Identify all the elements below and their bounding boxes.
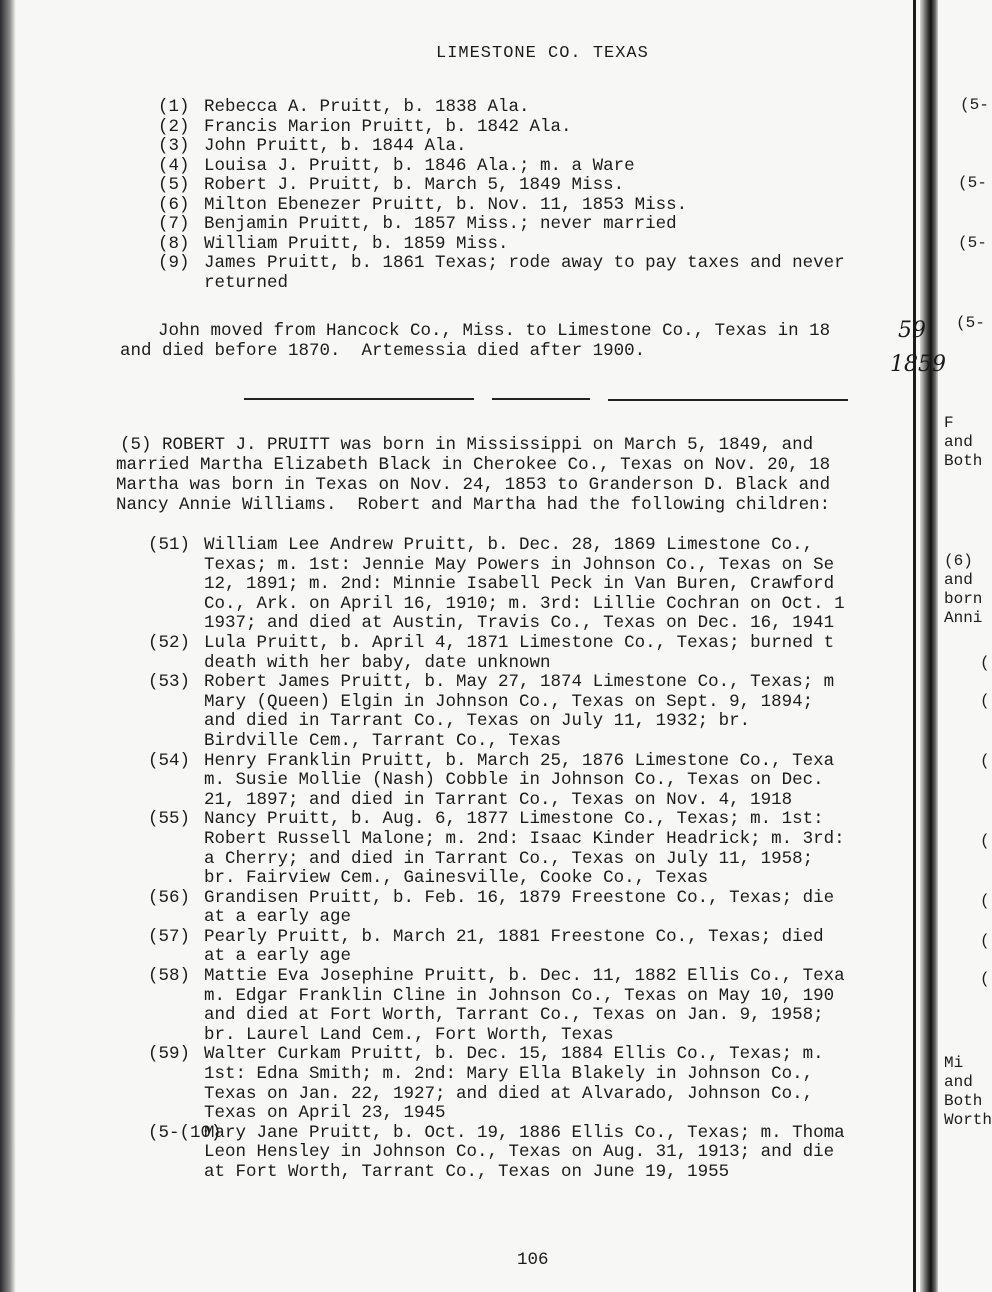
adjacent-page-fragment: F and Both [944,414,983,470]
entry-text: Nancy Pruitt, b. Aug. 6, 1877 Limestone Co., Texas; m. 1st: Robert Russell Malone; m. 2nd: Isaac Kinder Headrick; m. 3rd: a Cherry; and died in Tarrant Co., Texas on July 11, 1958; br. Fairview Cem., Gainesville, Cooke Co., Texas [204,809,845,889]
adjacent-page-fragment: (5- [958,174,987,192]
entry-text: Lula Pruitt, b. April 4, 1871 Limestone Co., Texas; burned t death with her baby, date unknown [204,632,835,673]
item-text: Milton Ebenezer Pruitt, b. Nov. 11, 1853 Miss. [204,194,688,215]
item-number: (1) [158,97,190,117]
entry-text: Grandisen Pruitt, b. Feb. 16, 1879 Freestone Co., Texas; die at a early age [204,887,835,928]
adjacent-page-fragment: Mi and Both Worth [944,1054,992,1129]
list-item [148,673,928,751]
entry-text: Mattie Eva Josephine Pruitt, b. Dec. 11, 1882 Ellis Co., Texa m. Edgar Franklin Cline in Johnson Co., Texas on May 10, 190 and died at Fort Worth, Tarrant Co., Texas on Jan. 9, 1958; br. Laurel Land Cem., Fort Worth, Texas [204,966,845,1045]
list-item [158,196,928,216]
adjacent-page-fragment: ( [980,892,990,910]
list-item [148,1045,928,1123]
list-item [148,536,928,634]
list-item [148,967,928,1045]
john-paragraph-line-2: and died before 1870. Artemessia died after 1900. [120,341,646,361]
list-item [148,752,928,811]
page-title: LIMESTONE CO. TEXAS [436,44,649,63]
item-number: (2) [158,116,190,137]
handwritten-year-inline: 59 [898,318,926,343]
list-item [158,254,928,293]
robert-paragraph-line-3: Martha was born in Texas on Nov. 24, 1853 to Granderson D. Black and [116,475,831,495]
adjacent-page-fragment: ( [980,932,990,950]
entry-number: (5-(10) [148,1122,222,1143]
adjacent-page-fragment: ( [980,752,990,770]
entry-text: Walter Curkam Pruitt, b. Dec. 15, 1884 Ellis Co., Texas; m. 1st: Edna Smith; m. 2nd: Mary Ella Blakely in Johnson Co., Texas on Jan. 22, 1927; and died at Alvarado, Johnson Co., Texas on April 23, 1945 [204,1044,824,1124]
divider-line [492,398,590,400]
entry-number: (56) [148,887,191,908]
item-text: Francis Marion Pruitt, b. 1842 Ala. [204,116,572,137]
list-item [148,1124,928,1183]
entry-number: (55) [148,809,191,830]
item-text: Rebecca A. Pruitt, b. 1838 Ala. [204,97,530,117]
robert-paragraph-line-1: (5) ROBERT J. PRUITT was born in Mississippi on March 5, 1849, and [120,435,814,455]
robert-paragraph-line-2: married Martha Elizabeth Black in Cherokee Co., Texas on Nov. 20, 18 [116,455,831,475]
item-text: Benjamin Pruitt, b. 1857 Miss.; never married [204,214,677,234]
item-number: (4) [158,155,190,176]
entry-text: William Lee Andrew Pruitt, b. Dec. 28, 1869 Limestone Co., Texas; m. 1st: Jennie May Powers in Johnson Co., Texas on Se 12, 1891; m. 2nd: Minnie Isabell Peck in Van Buren, Crawford Co., Ark. on April 16, 1910; m. 3rd: Lillie Cochran on Oct. 1 1937; and died at Austin, Travis Co., Texas on Dec. 16, 1941 [204,535,845,634]
children-entries [148,536,928,1183]
item-text: James Pruitt, b. 1861 Texas; rode away to pay taxes and never returned [204,253,845,293]
john-paragraph-line-1: John moved from Hancock Co., Miss. to Limestone Co., Texas in 18 [158,321,831,341]
list-item [158,118,928,138]
entry-number: (59) [148,1044,191,1065]
robert-paragraph-line-4: Nancy Annie Williams. Robert and Martha had the following children: [116,495,831,515]
entry-text: Mary Jane Pruitt, b. Oct. 19, 1886 Ellis Co., Texas; m. Thoma Leon Hensley in Johnson Co., Texas on Aug. 31, 1913; and die at Fort Worth, Tarrant Co., Texas on June 19, 1955 [204,1122,845,1182]
entry-number: (52) [148,632,191,653]
adjacent-page-fragment: (5- [956,314,985,332]
handwritten-year-margin: 1859 [890,352,946,377]
item-number: (6) [158,194,190,215]
item-text: John Pruitt, b. 1844 Ala. [204,136,467,156]
list-item [148,928,928,967]
entry-number: (51) [148,535,191,555]
list-item [158,215,928,235]
item-text: William Pruitt, b. 1859 Miss. [204,233,509,254]
children-list [158,98,928,293]
item-number: (5) [158,175,190,195]
item-number: (8) [158,233,190,254]
list-item [148,634,928,673]
divider-line [244,398,474,400]
entry-text: Pearly Pruitt, b. March 21, 1881 Freestone Co., Texas; died at a early age [204,926,824,967]
item-text: Robert J. Pruitt, b. March 5, 1849 Miss. [204,175,625,195]
item-number: (7) [158,214,190,234]
scan-left-shadow [0,0,16,1292]
adjacent-page-fragment: (6) and born Anni [944,552,983,627]
adjacent-page-fragment: ( [980,654,990,672]
list-item [148,810,928,888]
entry-text: Robert James Pruitt, b. May 27, 1874 Limestone Co., Texas; m Mary (Queen) Elgin in Johnson Co., Texas on Sept. 9, 1894; and died in Tarrant Co., Texas on July 11, 1932; br. Birdville Cem., Tarrant Co., Texas [204,672,835,751]
item-number: (9) [158,253,190,273]
adjacent-page-fragment: (5- [960,96,989,114]
list-item [158,98,928,118]
entry-number: (54) [148,750,191,771]
list-item [158,157,928,177]
list-item [158,176,928,196]
divider-line [608,399,848,401]
entry-number: (53) [148,672,191,693]
list-item [158,137,928,157]
item-number: (3) [158,136,190,156]
item-text: Louisa J. Pruitt, b. 1846 Ala.; m. a Ware [204,155,635,176]
entry-number: (57) [148,926,191,947]
adjacent-page-fragment: (5- [958,234,987,252]
adjacent-page-fragment: ( [980,970,990,988]
adjacent-page-fragment: ( [980,692,990,710]
entry-text: Henry Franklin Pruitt, b. March 25, 1876 Limestone Co., Texa m. Susie Mollie (Nash) Cobble in Johnson Co., Texas on Dec. 21, 1897; and died in Tarrant Co., Texas on Nov. 4, 1918 [204,750,835,810]
list-item [158,235,928,255]
entry-number: (58) [148,966,191,987]
list-item [148,889,928,928]
adjacent-page-fragment: ( [980,832,990,850]
page-number: 106 [517,1250,549,1270]
